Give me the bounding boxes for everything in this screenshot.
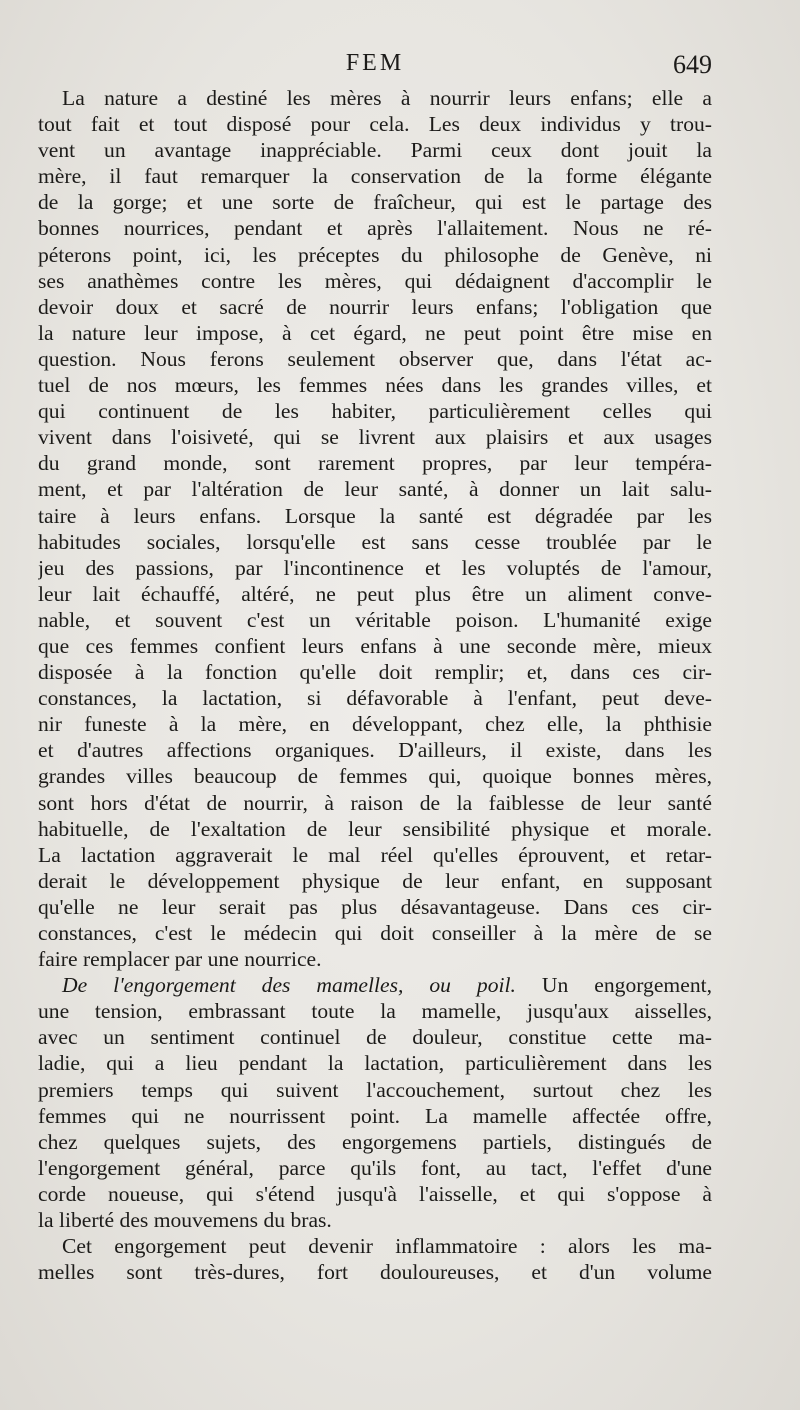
text-line: qu'elle ne leur serait pas plus désavantageuse. Dans ces cir- [38, 894, 712, 919]
text-line: chez quelques sujets, des engorgemens partiels, distingués de [38, 1129, 712, 1154]
text-line: La nature a destiné les mères à nourrir leurs enfans; elle a [62, 86, 712, 110]
text-line: mère, il faut remarquer la conservation de la forme élégante [38, 164, 712, 189]
text-line: tout fait et tout disposé pour cela. Les deux individus y trou- [38, 112, 712, 137]
page-number: 649 [673, 50, 712, 79]
text-line: derait le développement physique de leur enfant, en supposant [38, 868, 712, 893]
text-line: ladie, qui a lieu pendant la lactation, particulièrement dans les [38, 1051, 712, 1076]
text-line: péterons point, ici, les préceptes du philosophe de Genève, ni [38, 242, 712, 267]
text-line: melles sont très-dures, fort douloureuses, et d'un volume [38, 1260, 712, 1285]
text-line: qui continuent de les habiter, particulièrement celles qui [38, 399, 712, 424]
text-line: avec un sentiment continuel de douleur, constitue cette ma- [38, 1025, 712, 1050]
text-line: taire à leurs enfans. Lorsque la santé est dégradée par les [38, 503, 712, 528]
text-line: faire remplacer par une nourrice. [38, 947, 322, 972]
text-line: constances, c'est le médecin qui doit conseiller à la mère de se [38, 921, 712, 945]
text-line: femmes qui ne nourrissent point. La mamelle affectée offre, [38, 1103, 712, 1128]
paragraph-engorgement [38, 972, 712, 1233]
text-line: nable, et souvent c'est un véritable poison. L'humanité exige [38, 607, 712, 632]
text-line: la nature leur impose, à cet égard, ne peut point être mise en [38, 320, 712, 345]
text-line: du grand monde, sont rarement propres, par leur tempéra- [38, 451, 712, 476]
text-line: grandes villes beaucoup de femmes qui, quoique bonnes mères, [38, 764, 712, 789]
running-head: FEM [345, 50, 405, 76]
paragraph-inflammation [38, 1233, 712, 1285]
text-line: de la gorge; et une sorte de fraîcheur, qui est le partage des [38, 190, 712, 215]
paragraph-breastfeeding-duty [38, 85, 712, 972]
text-line: La lactation aggraverait le mal réel qu'elles éprouvent, et retar- [38, 842, 712, 867]
text-line: et d'autres affections organiques. D'ailleurs, il existe, dans les [38, 738, 712, 763]
text-line: une tension, embrassant toute la mamelle, jusqu'aux aisselles, [38, 999, 712, 1024]
text-line: Cet engorgement peut devenir inflammatoire : alors les ma- [62, 1234, 712, 1259]
text-line [38, 972, 712, 998]
text-line: vivent dans l'oisiveté, qui se livrent aux plaisirs et aux usages [38, 425, 712, 450]
section-title: De l'engorgement des mamelles, ou poil. [62, 973, 516, 998]
text-line: question. Nous ferons seulement observer que, dans l'état ac- [38, 346, 712, 371]
text-line: corde noueuse, qui s'étend jusqu'à l'aisselle, et qui s'oppose à [38, 1181, 712, 1206]
text-line: disposée à la fonction qu'elle doit remplir; et, dans ces cir- [38, 660, 712, 685]
text-line: tuel de nos mœurs, les femmes nées dans les grandes villes, et [38, 373, 712, 398]
text-line: que ces femmes confient leurs enfans à une seconde mère, mieux [38, 633, 712, 658]
text-line: l'engorgement général, parce qu'ils font, au tact, l'effet d'une [38, 1155, 712, 1180]
text-line: devoir doux et sacré de nourrir leurs enfans; l'obligation que [38, 294, 712, 319]
text-line: sont hors d'état de nourrir, à raison de la faiblesse de leur santé [38, 790, 712, 815]
text-line: la liberté des mouvemens du bras. [38, 1208, 332, 1233]
text-run: Un engorgement, [515, 973, 712, 998]
text-line: bonnes nourrices, pendant et après l'allaitement. Nous ne ré- [38, 216, 712, 241]
text-line: ses anathèmes contre les mères, qui dédaignent d'accomplir le [38, 268, 712, 293]
page-header [38, 50, 712, 84]
text-line: leur lait échauffé, altéré, ne peut plus être un aliment conve- [38, 581, 712, 606]
text-line: premiers temps qui suivent l'accouchement, surtout chez les [38, 1077, 712, 1102]
text-line: nir funeste à la mère, en développant, chez elle, la phthisie [38, 712, 712, 737]
text-line: habitudes sociales, lorsqu'elle est sans cesse troublée par le [38, 529, 712, 554]
text-line: vent un avantage inappréciable. Parmi ceux dont jouit la [38, 138, 712, 163]
text-line: jeu des passions, par l'incontinence et les voluptés de l'amour, [38, 555, 712, 580]
text-line: habituelle, de l'exaltation de leur sensibilité physique et morale. [38, 816, 712, 841]
text-line: constances, la lactation, si défavorable à l'enfant, peut deve- [38, 686, 712, 711]
text-line: ment, et par l'altération de leur santé, à donner un lait salu- [38, 477, 712, 502]
body-text [38, 85, 712, 1285]
